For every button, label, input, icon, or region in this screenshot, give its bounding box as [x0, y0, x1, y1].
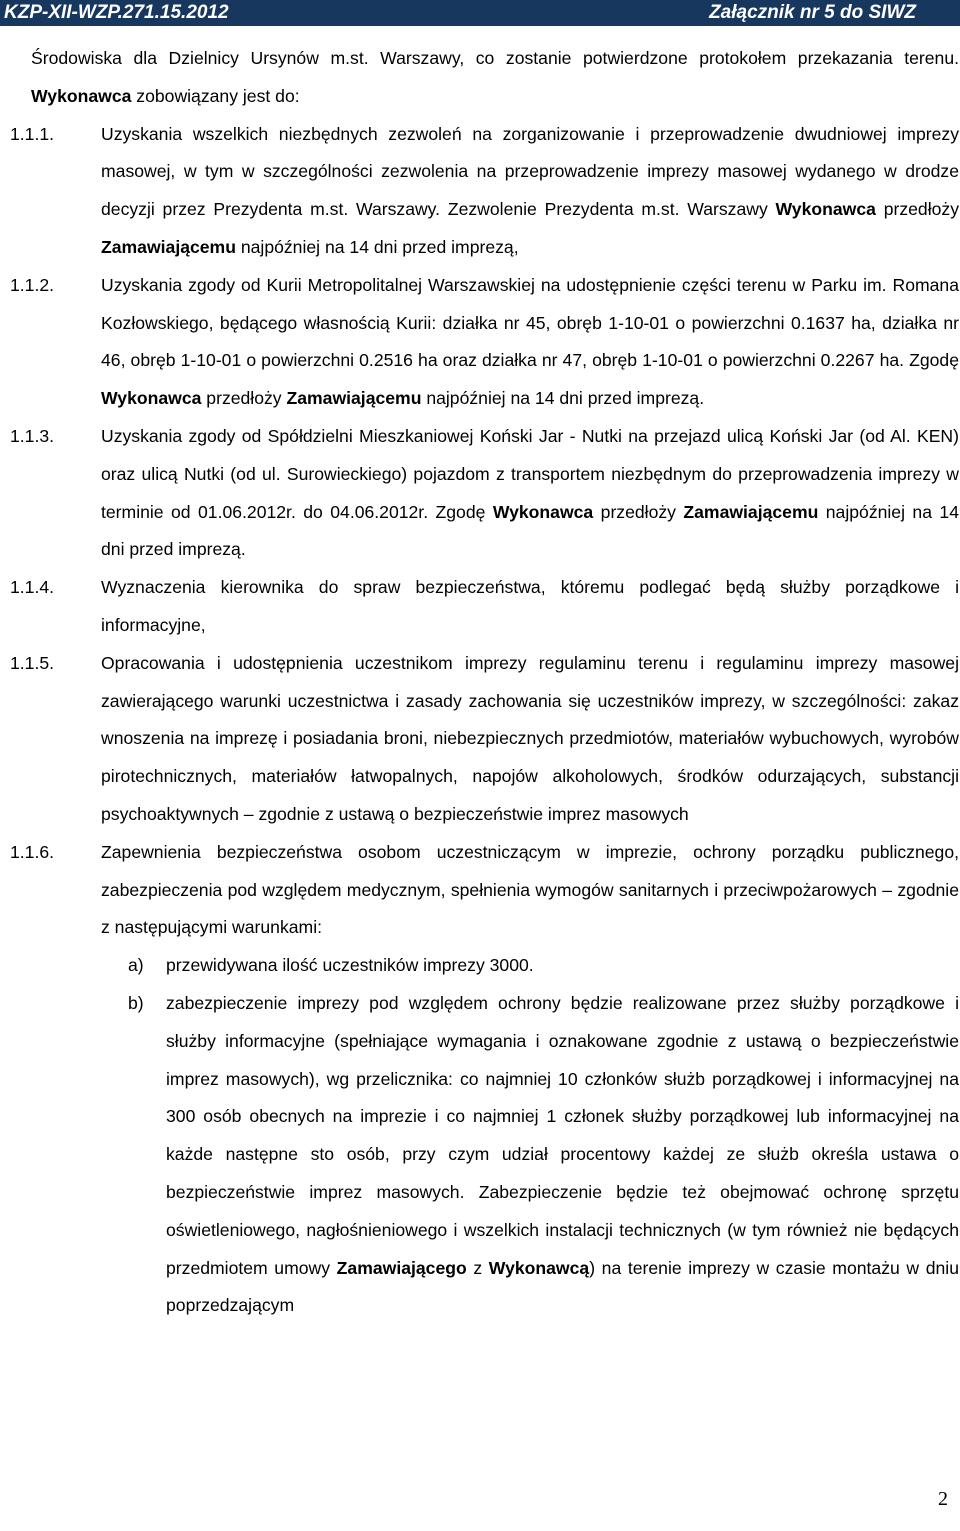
list-item-1-1-5: [10, 645, 959, 834]
sub-item-bold: Zamawiającego: [336, 1257, 467, 1278]
attachment-label: Załącznik nr 5 do SIWZ: [709, 2, 916, 23]
item-text: przedłoży: [593, 501, 684, 522]
intro-text: Środowiska dla Dzielnicy Ursynów m.st. Warszawy, co zostanie potwierdzone protokołem przekazania terenu.: [31, 48, 959, 68]
item-text: Uzyskania wszelkich niezbędnych zezwoleń na zorganizowanie i przeprowadzenie dwudniowej imprezy masowej, w tym w szczególności zezwolenia na przeprowadzenie imprezy masowej wydanego w drodze decyzji przez Prezydenta m.st. Warszawy. Zezwolenie Prezydenta m.st. Warszawy: [101, 123, 959, 220]
item-bold: Zamawiającemu: [286, 388, 422, 409]
item-text: Wyznaczenia kierownika do spraw bezpieczeństwa, któremu podlegać będą służby porządkowe i informacyjne,: [101, 577, 959, 635]
sub-item-text: z: [466, 1257, 489, 1278]
sub-item-b: [31, 985, 959, 1325]
sub-item-text: przewidywana ilość uczestników imprezy 3000.: [166, 955, 534, 976]
list-item-1-1-1: [10, 116, 959, 267]
intro-paragraph: [31, 40, 959, 116]
item-text: Uzyskania zgody od Spółdzielni Mieszkaniowej Koński Jar - Nutki na przejazd ulicą Koński Jar (od Al. KEN) oraz ulicą Nutki (od ul. Surowieckiego) pojazdom z transportem niezbędnym do przeprowadzenia imprezy w terminie od 01.06.2012r. do 04.06.2012r. Zgodę: [101, 425, 959, 522]
sub-item-bold: Wykonawcą: [488, 1257, 590, 1278]
item-text: Opracowania i udostępnienia uczestnikom imprezy regulaminu terenu i regulaminu imprezy masowej zawierającego warunki uczestnictwa i zasady zachowania się uczestników imprezy, w szczególności: zakaz wnoszenia na imprezę i posiadania broni, niebezpiecznych przedmiotów, materiałów wybuchowych, wyrobów pirotechnicznych, materiałów łatwopalnych, napojów alkoholowych, środków odurzających, substancji psychoaktywnych – zgodnie z ustawą o bezpieczeństwie imprez masowych: [101, 652, 959, 824]
intro-bold: Wykonawca: [31, 85, 132, 106]
item-number: 1.1.5.: [10, 652, 55, 673]
list-item-1-1-4: [10, 569, 959, 645]
document-reference: KZP-XII-WZP.271.15.2012: [4, 2, 229, 23]
document-body: [10, 40, 959, 1325]
item-text: najpóźniej na 14 dni przed imprezą.: [101, 501, 959, 560]
item-text: przedłoży: [875, 199, 959, 220]
item-text: Zapewnienia bezpieczeństwa osobom uczestniczącym w imprezie, ochrony porządku publicznego, zabezpieczenia pod względem medycznym, spełnienia wymogów sanitarnych i przeciwpożarowych – zgodnie z następującymi warunkami:: [101, 841, 959, 938]
item-text: przedłoży: [201, 388, 287, 409]
item-bold: Zamawiającemu: [683, 501, 819, 522]
sub-item-text: zabezpieczenie imprezy pod względem ochrony będzie realizowane przez służby porządkowe i służby informacyjne (spełniające wymagania i oznakowane zgodnie z ustawą o bezpieczeństwie imprez masowych), wg przelicznika: co najmniej 10 członków służb porządkowej i informacyjnej na 300 osób obecnych na imprezie i co najmniej 1 członek służby porządkowej lub informacyjnej na każde następne sto osób, przy czym udział procentowy każdej ze służb określa ustawa o bezpieczeństwie imprez masowych. Zabezpieczenie będzie też obejmować ochronę sprzętu oświetleniowego, nagłośnieniowego i wszelkich instalacji technicznych (w tym również nie będących przedmiotem umowy: [166, 992, 959, 1278]
sub-item-label: b): [128, 992, 144, 1013]
item-bold: Wykonawca: [775, 199, 876, 220]
item-number: 1.1.1.: [10, 123, 55, 144]
item-text: najpóźniej na 14 dni przed imprezą,: [235, 236, 519, 257]
list-item-1-1-3: [10, 418, 959, 569]
item-number: 1.1.3.: [10, 425, 55, 446]
sub-item-text: ) na terenie imprezy w czasie montażu w dniu poprzedzającym: [166, 1257, 959, 1316]
item-number: 1.1.6.: [10, 841, 55, 862]
item-number: 1.1.2.: [10, 274, 55, 295]
item-bold: Zamawiającemu: [101, 236, 236, 257]
page-number: 2: [938, 1488, 948, 1510]
sub-item-label: a): [128, 955, 144, 976]
item-text: najpóźniej na 14 dni przed imprezą.: [421, 388, 705, 409]
item-bold: Wykonawca: [492, 501, 594, 522]
list-item-1-1-6: [10, 834, 959, 947]
list-item-1-1-2: [10, 267, 959, 418]
sub-item-a: [31, 947, 959, 985]
item-text: Uzyskania zgody od Kurii Metropolitalnej Warszawskiej na udostępnienie części terenu w Parku im. Romana Kozłowskiego, będącego własnością Kurii: działka nr 45, obręb 1-10-01 o powierzchni 0.1637 ha, działka nr 46, obręb 1-10-01 o powierzchni 0.2516 ha oraz działka nr 47, obręb 1-10-01 o powierzchni 0.2267 ha. Zgodę: [101, 274, 959, 371]
document-header: [0, 0, 960, 26]
item-number: 1.1.4.: [10, 577, 55, 598]
item-bold: Wykonawca: [101, 388, 202, 409]
intro-text-end: zobowiązany jest do:: [131, 85, 300, 106]
